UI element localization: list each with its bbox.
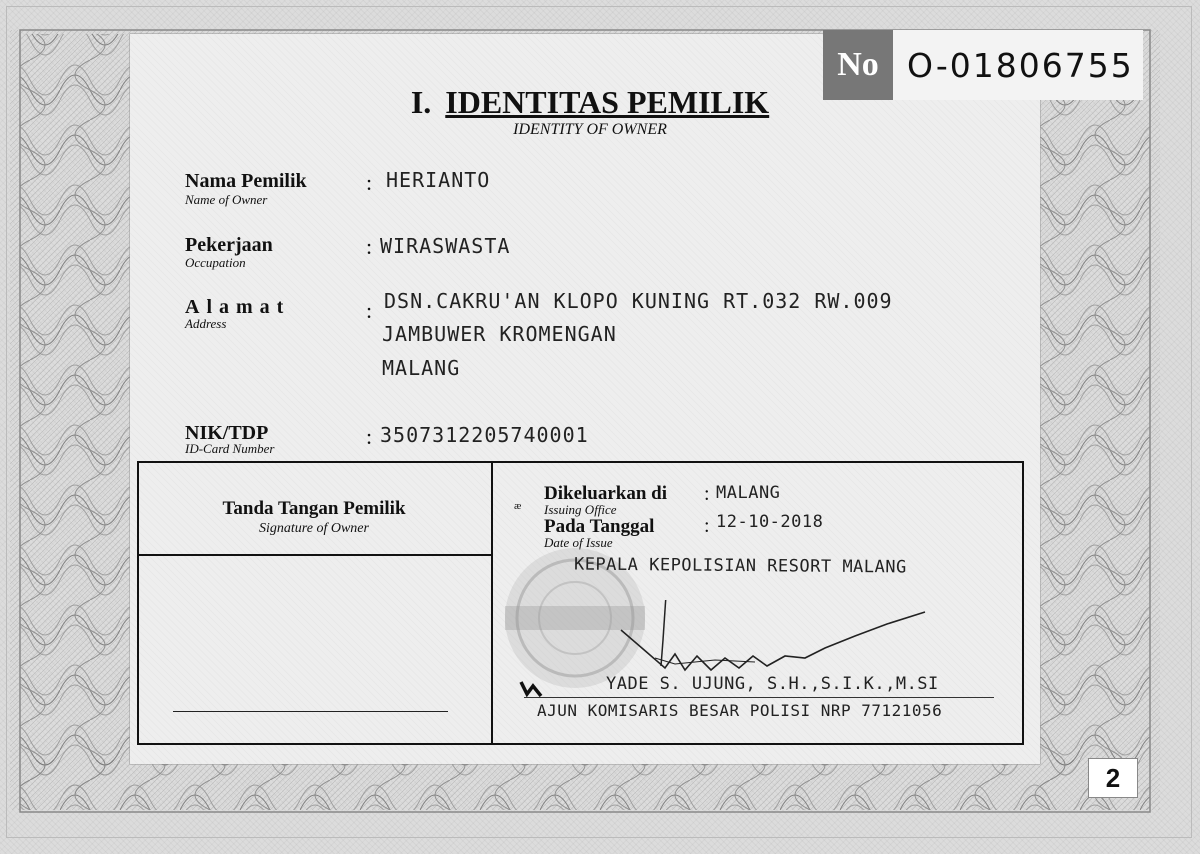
number-label: No <box>823 30 893 100</box>
number-value: O-01806755 <box>893 30 1143 100</box>
certificate-number <box>823 30 1143 100</box>
owner-name-label-en: Name of Owner <box>185 192 268 207</box>
owner-name-value: HERIANTO <box>386 168 491 192</box>
issue-date-label-en: Date of Issue <box>544 535 613 550</box>
occupation-label-en: Occupation <box>185 255 246 270</box>
occupation-value: WIRASWASTA <box>380 234 511 258</box>
nik-value: 3507312205740001 <box>380 423 589 447</box>
owner-name-colon: : <box>366 170 373 195</box>
nik-colon: : <box>366 424 373 449</box>
section-title <box>380 84 800 121</box>
nik-label-en: ID-Card Number <box>185 441 275 456</box>
section-subtitle: IDENTITY OF OWNER <box>513 121 667 138</box>
address-line-2: JAMBUWER KROMENGAN <box>382 322 617 346</box>
issuing-office-label: Dikeluarkan di <box>544 483 668 504</box>
issue-date-label: Pada Tanggal <box>544 516 655 537</box>
occupation-colon: : <box>366 234 373 259</box>
issuing-office-label-en: Issuing Office <box>544 502 617 517</box>
address-label: Alamat <box>185 296 291 318</box>
signature-subtitle: Signature of Owner <box>259 521 369 536</box>
issue-date-colon: : <box>704 515 710 537</box>
section-title-text: IDENTITAS PEMILIK <box>445 84 770 120</box>
address-line-3: MALANG <box>382 356 461 380</box>
occupation-label: Pekerjaan <box>185 234 273 256</box>
address-line-1: DSN.CAKRU'AN KLOPO KUNING RT.032 RW.009 <box>384 289 893 313</box>
owner-name-label: Nama Pemilik <box>185 170 307 192</box>
issuance-bullet: æ <box>514 500 522 512</box>
authority-title: KEPALA KEPOLISIAN RESORT MALANG <box>573 554 907 578</box>
table-divider-horizontal <box>137 554 493 556</box>
owner-signature-line <box>173 711 448 712</box>
official-name-underline <box>524 697 994 698</box>
signature-title: Tanda Tangan Pemilik <box>222 498 406 519</box>
address-colon: : <box>366 298 373 323</box>
nik-label: NIK/TDP <box>185 422 269 444</box>
issuing-office-colon: : <box>704 483 710 505</box>
page-number: 2 <box>1088 758 1138 798</box>
address-label-en: Address <box>185 316 227 331</box>
issuing-office-value: MALANG <box>716 483 781 503</box>
issue-date-value: 12-10-2018 <box>716 512 824 532</box>
official-name: YADE S. UJUNG, S.H.,S.I.K.,M.SI <box>606 674 939 694</box>
official-rank: AJUN KOMISARIS BESAR POLISI NRP 77121056 <box>537 701 943 720</box>
section-roman: I. <box>410 84 432 120</box>
